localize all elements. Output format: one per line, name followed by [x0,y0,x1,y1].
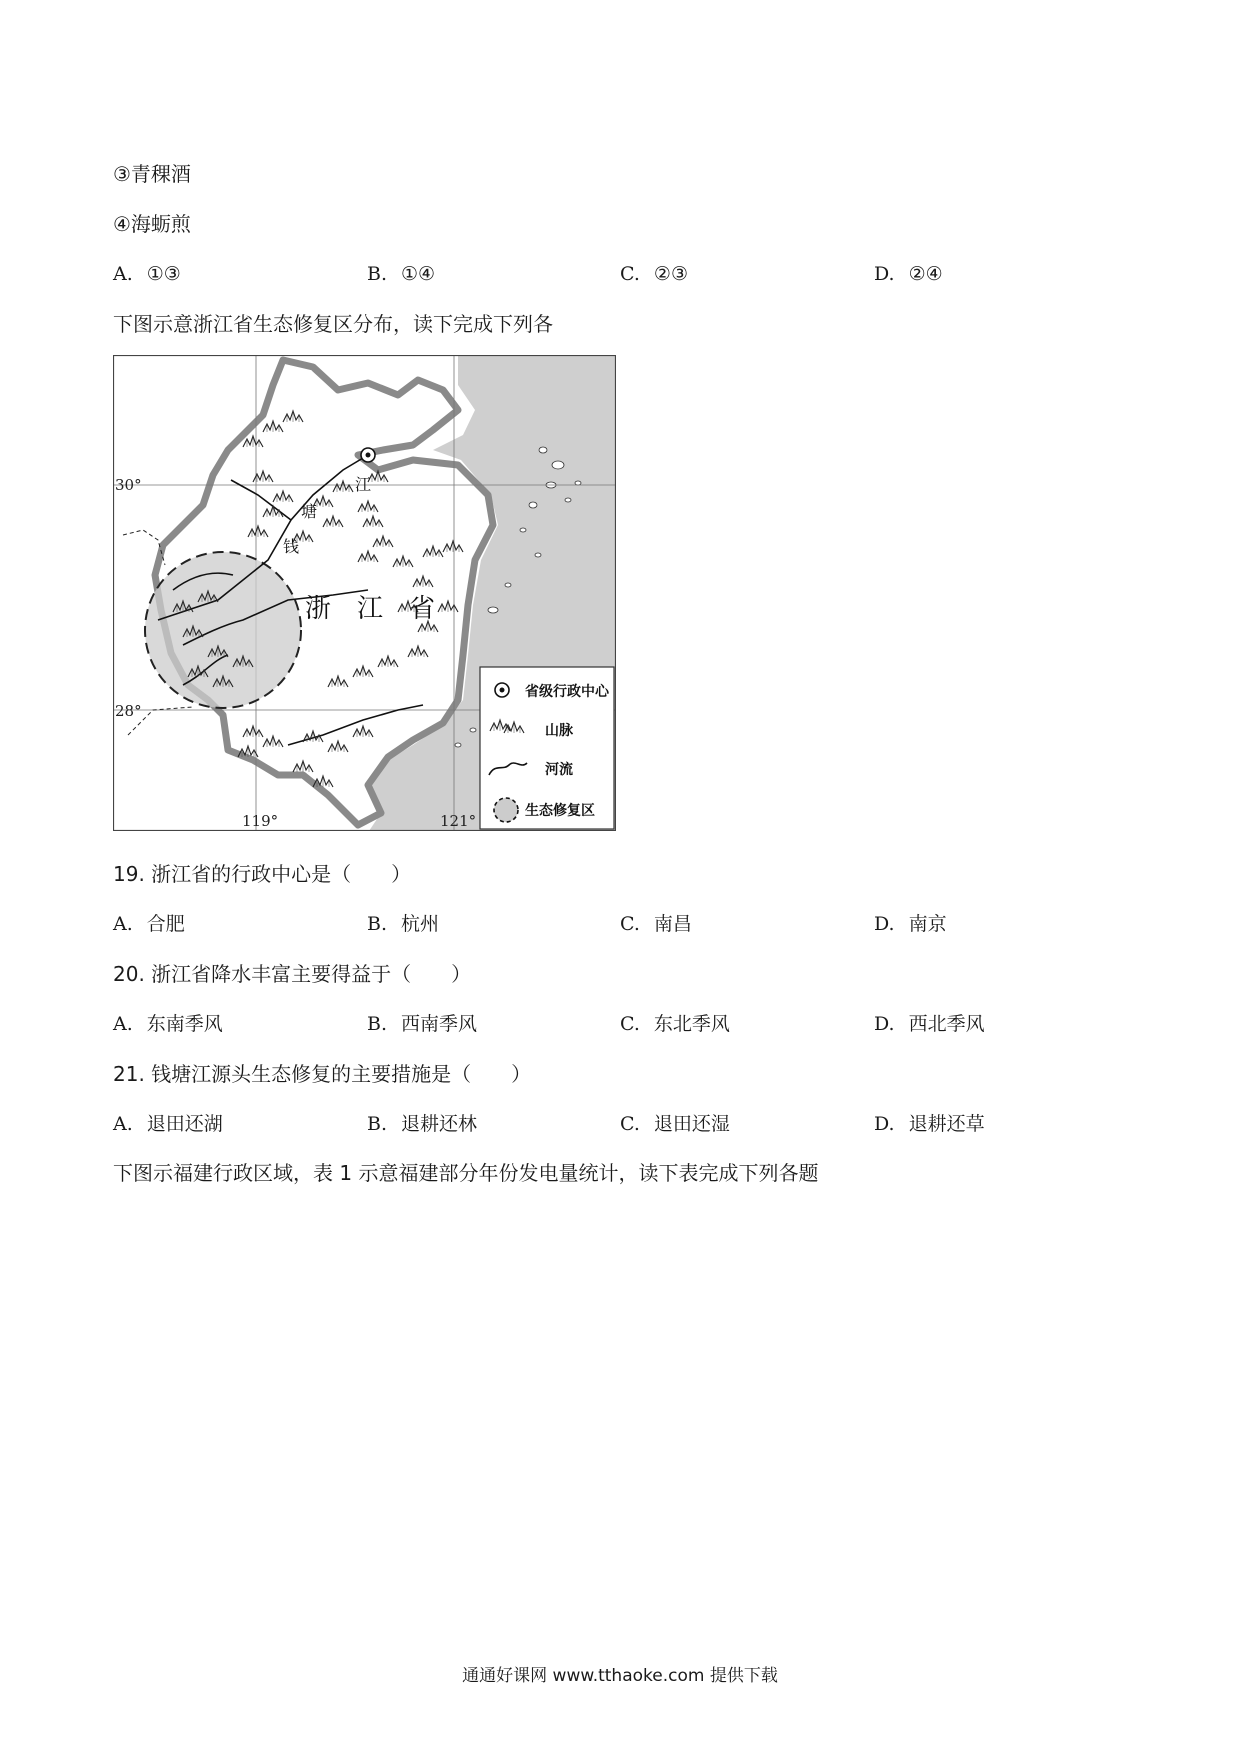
provincial-capital-symbol [361,448,375,462]
q20-option-c: C. 东北季风 [620,1013,730,1035]
lat-label-28: 28° [115,702,142,720]
q21-option-a: A. 退田还湖 [113,1113,223,1135]
legend-restoration-label: 生态修复区 [525,803,595,819]
river-char-tang: 塘 [301,502,318,521]
question-19-stem: 19. 浙江省的行政中心是（ ） [113,862,412,886]
legend-mountain-label: 山脉 [545,723,573,739]
lon-label-121: 121° [440,812,477,830]
q21-option-d: D. 退耕还草 [874,1113,985,1135]
intro-item-3: ③青稞酒 [113,162,191,186]
legend-river-label: 河流 [545,762,573,778]
river-char-qian: 钱 [283,537,300,556]
map-svg [113,355,616,831]
q18-option-b: B. ①④ [367,263,436,285]
legend-capital-label: 省级行政中心 [525,684,609,700]
next-section-intro: 下图示福建行政区域，表 1 示意福建部分年份发电量统计，读下表完成下列各题 [113,1161,819,1185]
question-20-stem: 20. 浙江省降水丰富主要得益于（ ） [113,962,472,986]
q18-options [113,261,1113,287]
page-footer: 通通好课网 www.tthaoke.com 提供下载 [462,1666,778,1686]
q20-option-d: D. 西北季风 [874,1013,985,1035]
q18-option-a: A. ①③ [113,263,181,285]
question-21-options [113,1111,1113,1137]
question-21-stem: 21. 钱塘江源头生态修复的主要措施是（ ） [113,1062,532,1086]
intro-item-4: ④海蛎煎 [113,212,191,236]
river-char-jiang: 江 [355,475,372,494]
lon-label-119: 119° [242,812,279,830]
q20-option-a: A. 东南季风 [113,1013,223,1035]
q20-option-b: B. 西南季风 [367,1013,478,1035]
zhejiang-map [113,355,616,831]
lat-label-30: 30° [115,476,142,494]
q19-option-d: D. 南京 [874,913,947,935]
question-20-options [113,1011,1113,1037]
province-label: 浙 江 省 [305,594,436,624]
q21-option-c: C. 退田还湿 [620,1113,730,1135]
q19-option-b: B. 杭州 [367,913,440,935]
legend-restoration-icon [494,798,518,822]
q18-option-d: D. ②④ [874,263,943,285]
q19-option-a: A. 合肥 [113,913,185,935]
map-legend [480,667,614,829]
q18-option-c: C. ②③ [620,263,688,285]
question-19-options [113,911,1113,937]
q21-option-b: B. 退耕还林 [367,1113,478,1135]
map-intro: 下图示意浙江省生态修复区分布，读下完成下列各 [113,312,553,336]
q19-option-c: C. 南昌 [620,913,692,935]
